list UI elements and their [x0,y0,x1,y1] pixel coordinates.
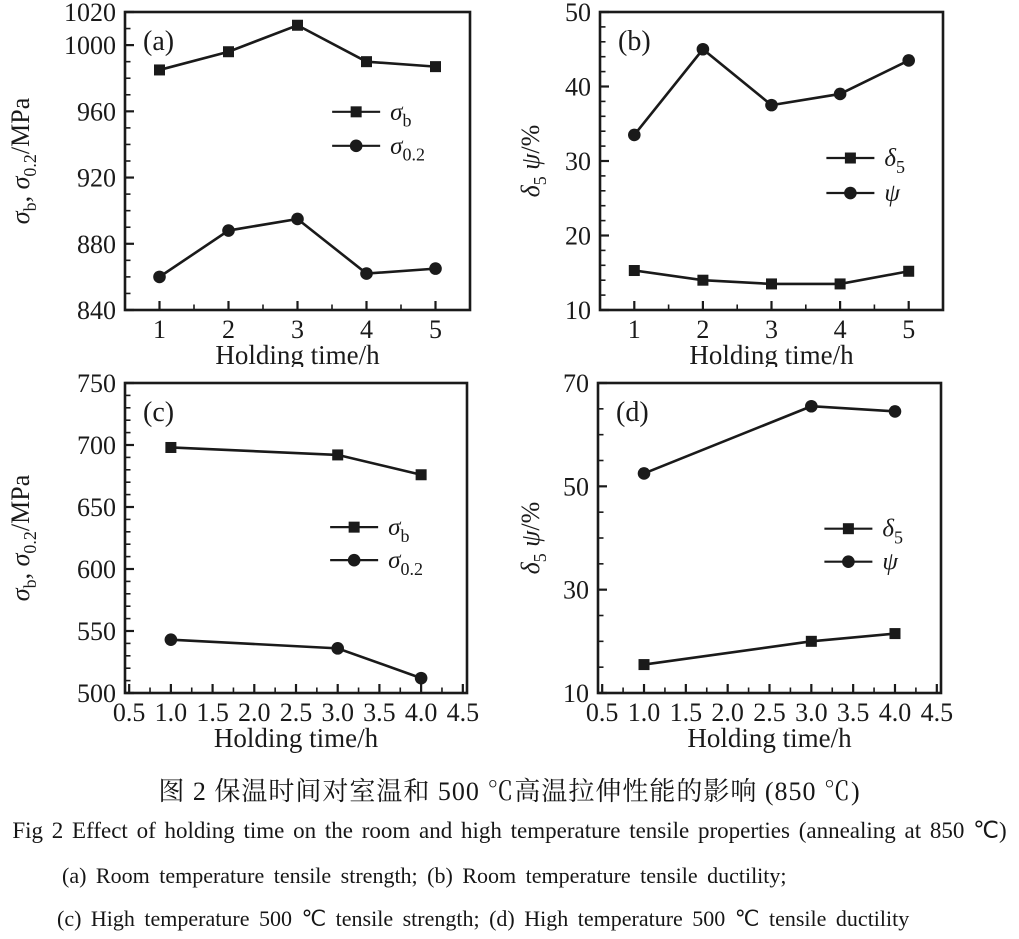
x-tick-label: 4.5 [920,698,954,727]
panel-label: (b) [618,26,651,57]
chart-a-svg [0,0,505,367]
square-marker [165,442,176,453]
square-marker [416,469,427,480]
y-tick-label: 880 [77,229,116,259]
square-marker [361,56,372,67]
y-tick-label: 700 [77,431,116,460]
circle-marker [844,187,857,200]
x-tick-label: 0.5 [585,698,619,727]
x-tick-label: 2 [696,315,710,344]
legend-label: ψ [884,180,900,208]
x-tick-label: 3 [765,315,778,344]
square-marker [154,64,165,75]
circle-marker [222,224,235,237]
y-tick-label: 1020 [64,0,116,27]
x-tick-label: 2 [222,315,235,344]
x-tick-label: 3.0 [321,698,354,727]
y-tick-label: 750 [77,369,116,398]
x-tick-label: 4 [833,315,847,344]
circle-marker [638,467,651,480]
square-marker [835,278,846,289]
y-axis-label: $\sigma_b$, $\sigma_{0.2}$/MPa [6,97,41,225]
x-tick-label: 3.0 [795,698,828,727]
caption-subplots-ab: (a) Room temperature tensile strength; (b) Room temperature tensile ductility; [62,863,787,888]
square-marker [903,266,914,277]
x-tick-label: 4 [360,315,373,344]
caption-subplots-cd: (c) High temperature 500 ℃ tensile strength; (d) High temperature 500 ℃ tensile ductility [57,906,910,931]
y-axis-label: $\delta_5$ ψ/% [516,124,551,198]
square-marker [697,275,708,286]
x-tick-label: 3.5 [836,698,870,727]
y-axis-label: $\delta_5$ ψ/% [516,501,551,575]
x-tick-label: 1.0 [627,698,661,727]
circle-marker [415,672,428,685]
legend-label: $\sigma_{0.2}$ [390,132,425,165]
circle-marker [902,54,915,67]
chart-panel-b [510,0,1019,367]
y-tick-label: 840 [77,296,116,325]
circle-marker [805,400,818,413]
circle-marker [331,642,344,655]
circle-marker [834,88,847,101]
x-tick-label: 2.5 [279,698,313,727]
circle-marker [291,213,304,226]
square-marker [845,153,856,164]
x-tick-label: 5 [429,315,442,344]
legend-label: $\sigma_b$ [390,98,412,131]
chart-panel-a [0,0,505,367]
chart-d-svg [510,367,1019,765]
legend-label: $\delta_5$ [884,145,906,177]
circle-marker [165,633,178,646]
x-axis-label: Holding time/h [215,340,380,367]
legend-label: $\sigma_b$ [388,514,410,546]
y-tick-label: 20 [565,221,591,251]
x-tick-label: 3 [291,315,304,344]
square-marker [629,265,640,276]
panel-label: (a) [143,26,175,57]
y-tick-label: 70 [563,369,589,398]
y-tick-label: 30 [563,575,589,605]
chart-panel-d [510,367,1019,765]
x-tick-label: 5 [902,315,916,344]
square-marker [223,46,234,57]
x-tick-label: 1.5 [196,698,229,727]
square-marker [430,61,441,72]
x-tick-label: 4.0 [404,698,438,727]
x-tick-label: 2.0 [238,698,271,727]
square-marker [351,106,362,117]
square-marker [843,523,854,534]
circle-marker [429,262,442,275]
y-tick-label: 960 [77,97,116,127]
y-tick-label: 40 [565,72,591,102]
x-tick-label: 2.0 [711,698,744,727]
y-tick-label: 10 [565,296,591,325]
y-tick-label: 920 [77,163,116,193]
circle-marker [348,554,361,567]
x-tick-label: 1 [153,315,166,344]
circle-marker [628,129,641,142]
legend-label: $\delta_5$ [882,515,904,548]
chart-b-svg [510,0,1019,367]
x-axis-label: Holding time/h [213,723,379,753]
y-tick-label: 500 [77,679,116,708]
y-tick-label: 650 [77,493,116,522]
square-marker [332,449,343,460]
y-tick-label: 10 [563,679,589,708]
y-tick-label: 50 [563,472,589,502]
square-marker [639,659,650,670]
y-tick-label: 30 [565,147,591,176]
y-tick-label: 550 [77,617,116,646]
x-tick-label: 4.5 [446,698,480,727]
y-tick-label: 600 [77,555,116,584]
x-tick-label: 1 [627,315,641,344]
circle-marker [765,99,778,112]
circle-marker [153,271,166,284]
chart-c-svg [0,367,505,765]
y-tick-label: 50 [565,0,591,27]
square-marker [806,636,817,647]
y-axis-label: $\sigma_b$, $\sigma_{0.2}$/MPa [6,474,41,602]
caption-english: Fig 2 Effect of holding time on the room and high temperature tensile properties (annealing at 850 ℃) [12,818,1007,843]
panel-label: (d) [616,397,649,428]
circle-marker [697,43,710,56]
x-tick-label: 1.0 [154,698,188,727]
y-tick-label: 1000 [64,31,116,61]
x-tick-label: 0.5 [112,698,146,727]
legend-label: $\sigma_{0.2}$ [388,547,423,579]
x-tick-label: 4.0 [878,698,912,727]
square-marker [292,20,303,31]
x-axis-label: Holding time/h [689,340,854,367]
circle-marker [842,555,855,568]
legend-label: ψ [882,548,898,576]
circle-marker [350,140,363,153]
x-tick-label: 2.5 [753,698,786,727]
x-tick-label: 1.5 [669,698,703,727]
x-tick-label: 3.5 [363,698,396,727]
x-axis-label: Holding time/h [687,723,852,753]
panel-label: (c) [143,397,175,428]
circle-marker [889,405,902,418]
circle-marker [360,267,373,280]
square-marker [766,278,777,289]
chart-panel-c [0,367,505,765]
square-marker [889,628,900,639]
square-marker [349,522,360,533]
caption-chinese: 图 2 保温时间对室温和 500 ℃高温拉伸性能的影响 (850 ℃) [158,777,861,806]
